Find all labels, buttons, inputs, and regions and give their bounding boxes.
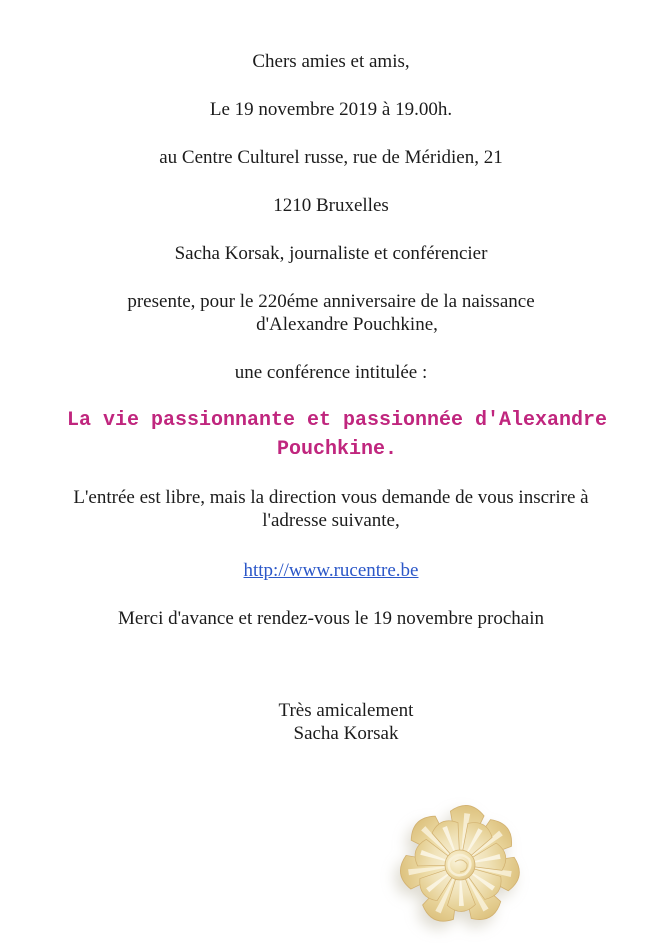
intro-line: une conférence intitulée : <box>234 362 428 383</box>
gold-gift-bow-image <box>391 789 531 941</box>
conference-title-line-1: La vie passionnante et passionnée d'Alexandre <box>66 409 608 432</box>
closing-line-1: Très amicalement <box>278 700 414 721</box>
occasion-paragraph <box>0 290 662 336</box>
entry-line-2: l'adresse suivante, <box>262 510 400 531</box>
occasion-line-2: d'Alexandre Pouchkine, <box>256 314 438 335</box>
speaker-line: Sacha Korsak, journaliste et conférencier <box>174 243 488 264</box>
entry-paragraph <box>0 486 662 532</box>
registration-link[interactable]: http://www.rucentre.be <box>243 560 419 581</box>
occasion-line-1: presente, pour le 220éme anniversaire de la naissance <box>127 291 535 312</box>
closing-line-2: Sacha Korsak <box>293 723 399 744</box>
greeting-line: Chers amies et amis, <box>252 51 410 72</box>
registration-link-paragraph <box>0 559 662 582</box>
thanks-line: Merci d'avance et rendez-vous le 19 novembre prochain <box>118 608 544 629</box>
venue-line: au Centre Culturel russe, rue de Méridien, 21 <box>159 147 503 168</box>
city-line: 1210 Bruxelles <box>273 195 389 216</box>
date-line: Le 19 novembre 2019 à 19.00h. <box>209 99 453 120</box>
entry-line-1: L'entrée est libre, mais la direction vous demande de vous inscrire à <box>73 487 589 508</box>
conference-title-line-2: Pouchkine. <box>276 438 398 461</box>
closing-paragraph <box>15 699 662 745</box>
conference-title <box>6 406 662 464</box>
